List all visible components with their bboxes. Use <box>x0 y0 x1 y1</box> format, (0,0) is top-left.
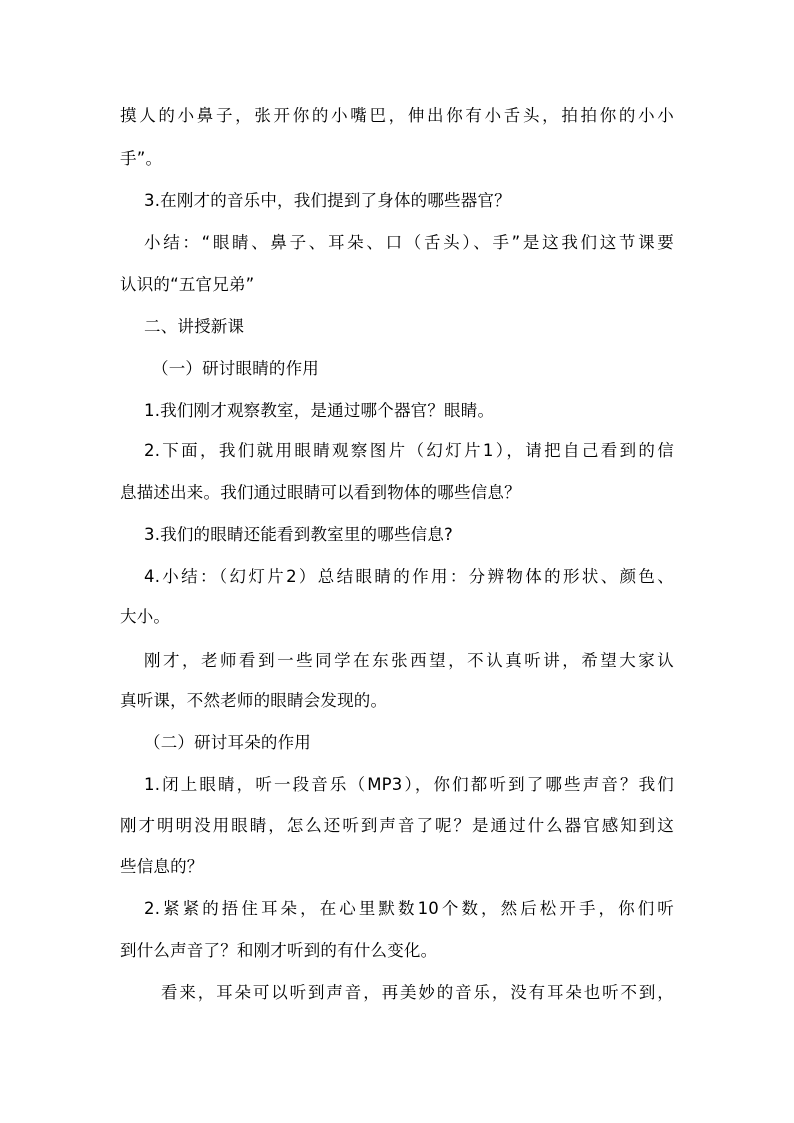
text-line-5: 认识的“五官兄弟” <box>120 275 255 294</box>
section-heading: 二、讲授新课 <box>144 317 245 336</box>
text-line-21: 到什么声音了？和刚才听到的有什么变化。 <box>120 941 438 960</box>
text-line-17: 1.闭上眼睛，听一段音乐（MP3），你们都听到了哪些声音？我们 <box>144 775 674 794</box>
text-line-20: 2.紧紧的捂住耳朵，在心里默数10个数，然后松开手，你们听 <box>144 899 674 918</box>
text-line-12: 4.小结：（幻灯片2）总结眼睛的作用：分辨物体的形状、颜色、 <box>144 567 674 586</box>
text-line-2: 手”。 <box>120 149 163 168</box>
text-line-4: 小结：“眼睛、鼻子、耳朵、口（舌头）、手”是这我们这节课要 <box>144 233 674 252</box>
text-line-19: 些信息的？ <box>120 857 204 876</box>
text-line-10: 息描述出来。我们通过眼睛可以看到物体的哪些信息？ <box>120 483 521 502</box>
text-line-8: 1.我们刚才观察教室，是通过哪个器官？眼睛。 <box>144 401 495 420</box>
subsection-heading-eyes: （一）研讨眼睛的作用 <box>152 359 319 378</box>
text-line-9: 2.下面，我们就用眼睛观察图片（幻灯片1），请把自己看到的信 <box>144 441 674 460</box>
subsection-heading-ears: （二）研讨耳朵的作用 <box>144 733 311 752</box>
text-line-13: 大小。 <box>120 607 171 626</box>
text-line-15: 真听课，不然老师的眼睛会发现的。 <box>120 691 388 710</box>
text-line-11: 3.我们的眼睛还能看到教室里的哪些信息? <box>144 525 454 544</box>
text-line-18: 刚才明明没用眼睛，怎么还听到声音了呢？是通过什么器官感知到这 <box>120 816 674 835</box>
text-line-3: 3.在刚才的音乐中，我们提到了身体的哪些器官？ <box>144 191 511 210</box>
text-line-14: 刚才，老师看到一些同学在东张西望，不认真听讲，希望大家认 <box>144 651 674 670</box>
text-line-1: 摸人的小鼻子，张开你的小嘴巴，伸出你有小舌头，拍拍你的小小 <box>120 106 674 125</box>
text-line-22: 看来，耳朵可以听到声音，再美妙的音乐，没有耳朵也听不到， <box>161 983 674 1002</box>
